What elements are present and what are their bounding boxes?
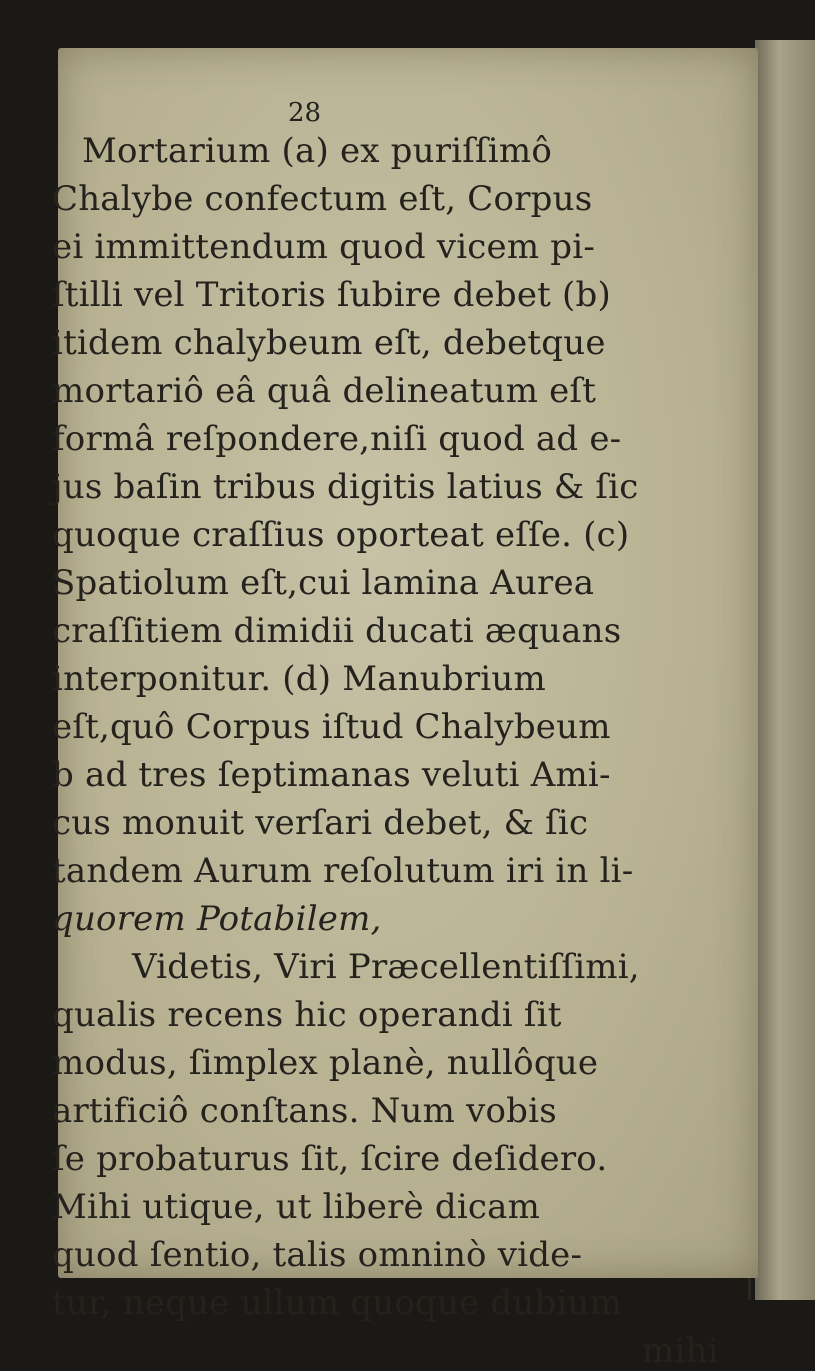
text-line: Spatiolum eſt,cui lamina Aurea	[52, 563, 595, 603]
text-line: ſe probaturus ſit, ſcire deſidero.	[52, 1139, 608, 1179]
text-line: formâ reſpondere,niſi quod ad e-	[52, 419, 622, 459]
text-line: jus baſin tribus digitis latius & ſic	[52, 467, 639, 507]
text-line: quod ſentio, talis omninò vide-	[52, 1235, 583, 1275]
text-line: tandem Aurum reſolutum iri in li-	[52, 851, 634, 891]
text-line: eſt,quô Corpus iſtud Chalybeum	[52, 707, 611, 747]
text-line: itidem chalybeum eſt, debetque	[52, 323, 606, 363]
text-line: mortariô eâ quâ delineatum eſt	[52, 371, 597, 411]
text-line: Mortarium (a) ex puriſſimô	[82, 131, 552, 171]
text-line: quoque craſſius oporteat eſſe. (c)	[52, 515, 630, 555]
text-line: artificiô conſtans. Num vobis	[52, 1091, 557, 1131]
text-line: interponitur. (d) Manubrium	[52, 659, 546, 699]
text-line: modus, ſimplex planè, nullôque	[52, 1043, 599, 1083]
text-line: cus monuit verſari debet, & ſic	[52, 803, 589, 843]
text-line: quorem Potabilem,	[52, 899, 382, 939]
text-line: tur, neque ullum quoque dubium	[52, 1283, 623, 1323]
catchword: mihi	[642, 1331, 719, 1371]
text-line: ſtilli vel Tritoris ſubire debet (b)	[52, 275, 611, 315]
text-line: Chalybe confectum eſt, Corpus	[52, 179, 593, 219]
text-line: Mihi utique, ut liberè dicam	[52, 1187, 541, 1227]
text-line: b ad tres ſeptimanas veluti Ami-	[52, 755, 611, 795]
page-number: 28	[288, 98, 322, 128]
text-line: qualis recens hic operandi ſit	[52, 995, 562, 1035]
text-line: Videtis, Viri Præcellentiſſimi,	[132, 947, 640, 987]
text-line: craſſitiem dimidii ducati æquans	[52, 611, 622, 651]
text-line: ei immittendum quod vicem pi-	[52, 227, 596, 267]
facing-page-edge	[755, 40, 815, 1300]
